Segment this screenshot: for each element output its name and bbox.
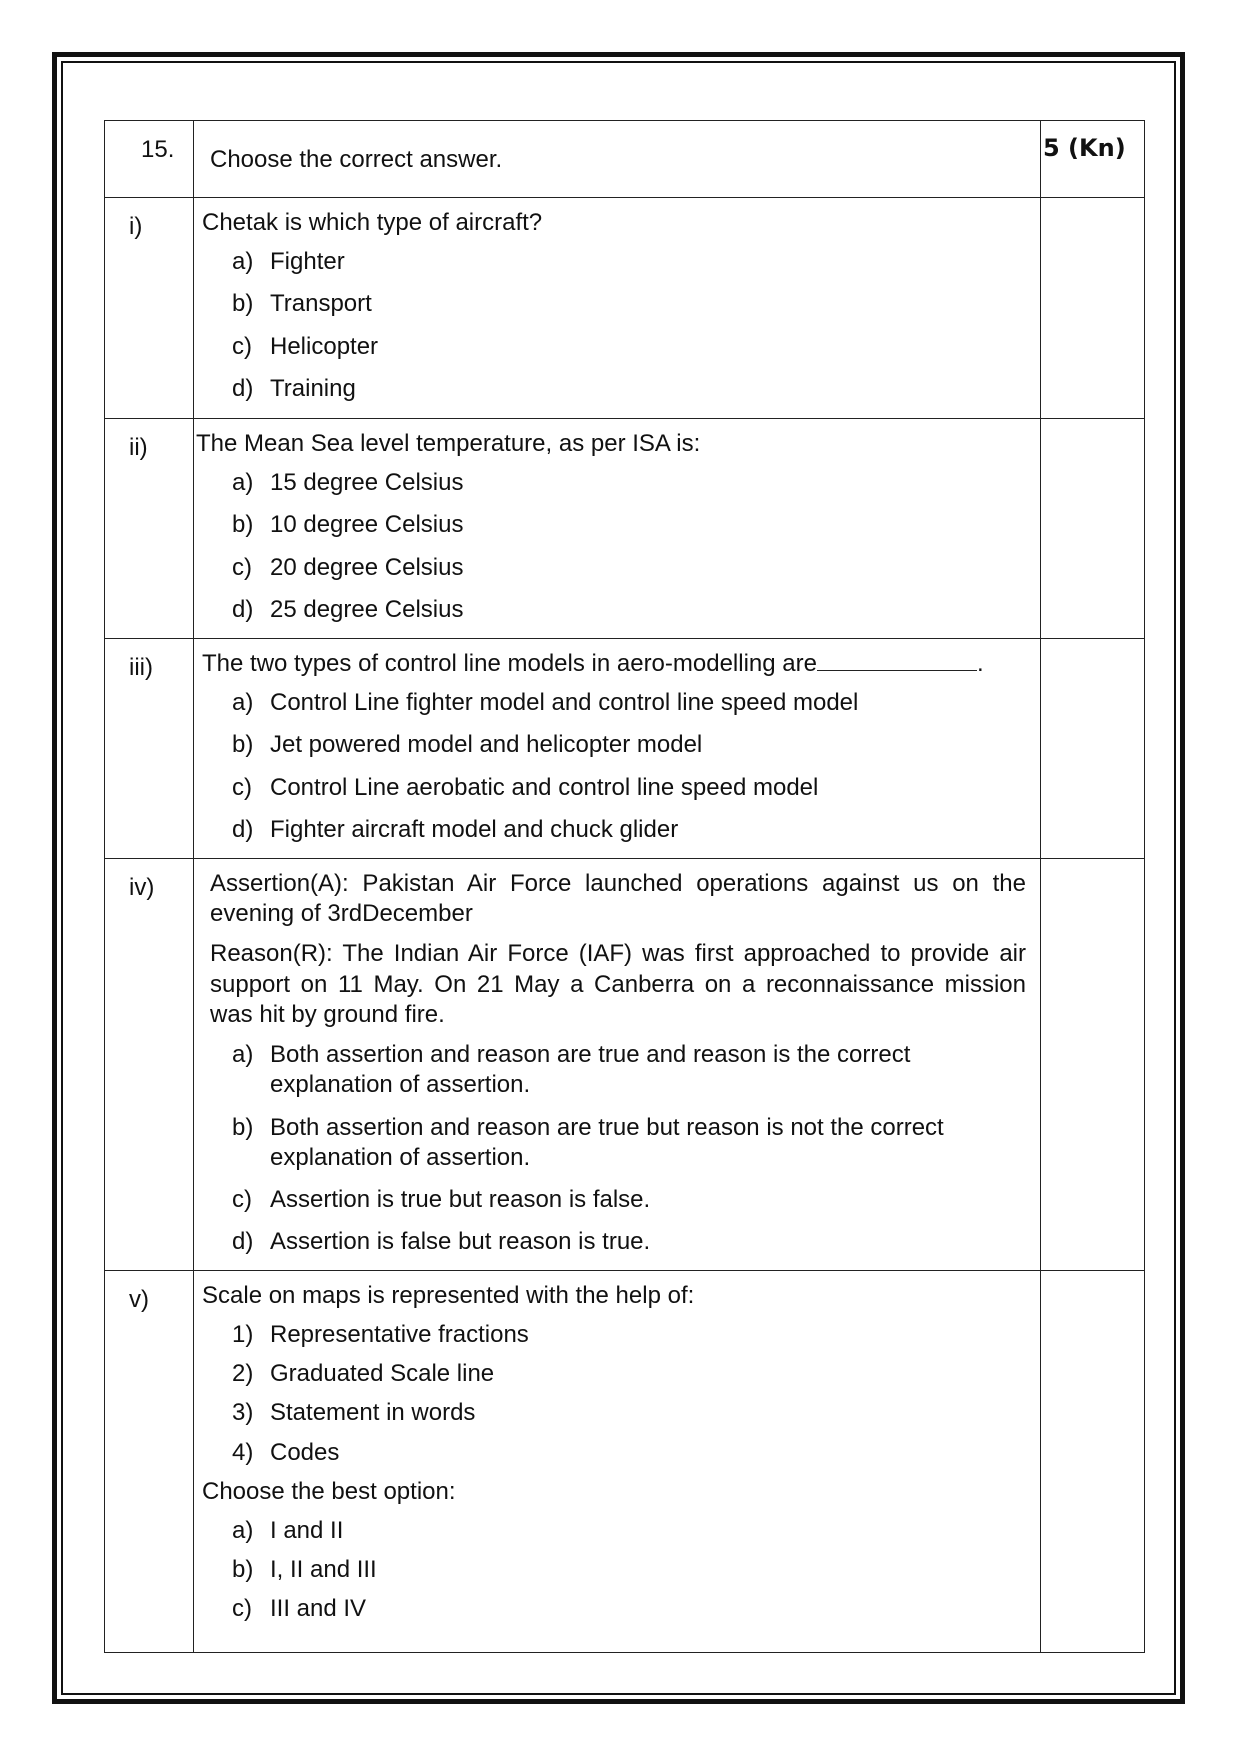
marks-cell <box>1041 1270 1145 1652</box>
option-c[interactable] <box>232 773 1026 803</box>
question-num: iv) <box>105 859 194 1271</box>
option-d[interactable] <box>232 1227 1026 1257</box>
option-text: 15 degree Celsius <box>270 469 464 497</box>
question-row-iv <box>105 859 1145 1271</box>
question-table <box>104 120 1145 1653</box>
option-text: Helicopter <box>270 332 379 360</box>
question-stem: The Mean Sea level temperature, as per ISA is: <box>196 430 701 457</box>
option-d[interactable] <box>232 374 1026 404</box>
question-num: ii) <box>105 419 194 639</box>
answer-blank <box>817 650 977 671</box>
item-label: 2) <box>232 1360 254 1388</box>
list-item <box>232 1398 1026 1428</box>
question-number: 15. <box>105 121 194 198</box>
item-label: 1) <box>232 1320 254 1348</box>
item-text: Codes <box>270 1438 340 1466</box>
option-a[interactable] <box>232 468 1026 498</box>
option-label: b) <box>232 511 254 539</box>
question-body <box>194 859 1041 1271</box>
question-stem: Chetak is which type of aircraft? <box>202 209 543 236</box>
option-label: c) <box>232 1595 252 1623</box>
option-label: d) <box>232 815 254 843</box>
marks-label: 5 (Kn) <box>1041 121 1145 198</box>
option-d[interactable] <box>232 815 1026 845</box>
item-label: 3) <box>232 1399 254 1427</box>
option-text: Both assertion and reason are true but reason is not the correct explanation of assertion. <box>270 1113 944 1171</box>
assertion-text: Assertion(A): Pakistan Air Force launched operations against us on the evening of 3rdDecember <box>210 870 1026 928</box>
reason-text: Reason(R): The Indian Air Force (IAF) was first approached to provide air support on 11 May. On 21 May a Canberra on a reconnaissance mission was hit by ground fire. <box>210 940 1026 1028</box>
stem-text: The two types of control line models in aero-modelling are <box>202 650 817 677</box>
option-b[interactable] <box>232 1113 1026 1173</box>
option-label: c) <box>232 553 252 581</box>
item-text: Statement in words <box>270 1399 476 1427</box>
option-b[interactable] <box>232 289 1026 319</box>
option-label: b) <box>232 1113 254 1141</box>
option-b[interactable] <box>232 1555 1026 1585</box>
question-num: iii) <box>105 639 194 859</box>
option-a[interactable] <box>232 1040 1026 1100</box>
marks-cell <box>1041 198 1145 419</box>
option-label: c) <box>232 332 252 360</box>
option-label: a) <box>232 689 254 717</box>
option-label: a) <box>232 248 254 276</box>
question-body <box>194 1270 1041 1652</box>
option-a[interactable] <box>232 688 1026 718</box>
header-row <box>105 121 1145 198</box>
option-text: Assertion is true but reason is false. <box>270 1186 651 1214</box>
question-stem: Scale on maps is represented with the help of: <box>202 1281 695 1309</box>
option-label: d) <box>232 374 254 402</box>
option-label: b) <box>232 290 254 318</box>
question-body <box>194 198 1041 419</box>
option-text: Fighter <box>270 248 345 276</box>
marks-cell <box>1041 639 1145 859</box>
option-c[interactable] <box>232 332 1026 362</box>
question-row-ii <box>105 419 1145 639</box>
question-body <box>194 419 1041 639</box>
list-item <box>232 1438 1026 1468</box>
option-label: a) <box>232 1041 254 1069</box>
question-num: v) <box>105 1270 194 1652</box>
option-text: 10 degree Celsius <box>270 511 464 539</box>
option-label: a) <box>232 1516 254 1544</box>
option-text: Training <box>270 374 356 402</box>
option-label: c) <box>232 1186 252 1214</box>
option-b[interactable] <box>232 730 1026 760</box>
option-label: b) <box>232 731 254 759</box>
option-text: I, II and III <box>270 1556 377 1584</box>
question-row-i <box>105 198 1145 419</box>
option-label: c) <box>232 773 252 801</box>
item-label: 4) <box>232 1438 254 1466</box>
option-text: Jet powered model and helicopter model <box>270 731 703 759</box>
question-num: i) <box>105 198 194 419</box>
option-text: Assertion is false but reason is true. <box>270 1228 651 1256</box>
option-b[interactable] <box>232 510 1026 540</box>
option-text: Fighter aircraft model and chuck glider <box>270 815 679 843</box>
choose-prompt: Choose the best option: <box>202 1477 456 1505</box>
item-text: Representative fractions <box>270 1320 529 1348</box>
option-text: Control Line fighter model and control line speed model <box>270 689 859 717</box>
stem-end: . <box>976 650 984 677</box>
option-label: d) <box>232 1228 254 1256</box>
item-text: Graduated Scale line <box>270 1360 495 1388</box>
marks-cell <box>1041 859 1145 1271</box>
option-label: a) <box>232 469 254 497</box>
option-text: 25 degree Celsius <box>270 595 464 623</box>
question-row-v <box>105 1270 1145 1652</box>
question-body <box>194 639 1041 859</box>
option-text: I and II <box>270 1516 344 1544</box>
option-text: III and IV <box>270 1595 367 1623</box>
option-d[interactable] <box>232 595 1026 625</box>
option-text: Control Line aerobatic and control line speed model <box>270 773 819 801</box>
question-stem <box>202 649 1026 679</box>
option-c[interactable] <box>232 553 1026 583</box>
option-label: b) <box>232 1556 254 1584</box>
list-item <box>232 1359 1026 1389</box>
option-a[interactable] <box>232 1516 1026 1546</box>
option-text: Both assertion and reason are true and reason is the correct explanation of assertion. <box>270 1041 911 1099</box>
option-text: Transport <box>270 290 372 318</box>
option-a[interactable] <box>232 247 1026 277</box>
marks-cell <box>1041 419 1145 639</box>
option-text: 20 degree Celsius <box>270 553 464 581</box>
option-c[interactable] <box>232 1185 1026 1215</box>
option-c[interactable] <box>232 1594 1026 1624</box>
question-row-iii <box>105 639 1145 859</box>
option-label: d) <box>232 595 254 623</box>
instruction-text: Choose the correct answer. <box>194 121 1041 198</box>
list-item <box>232 1320 1026 1350</box>
